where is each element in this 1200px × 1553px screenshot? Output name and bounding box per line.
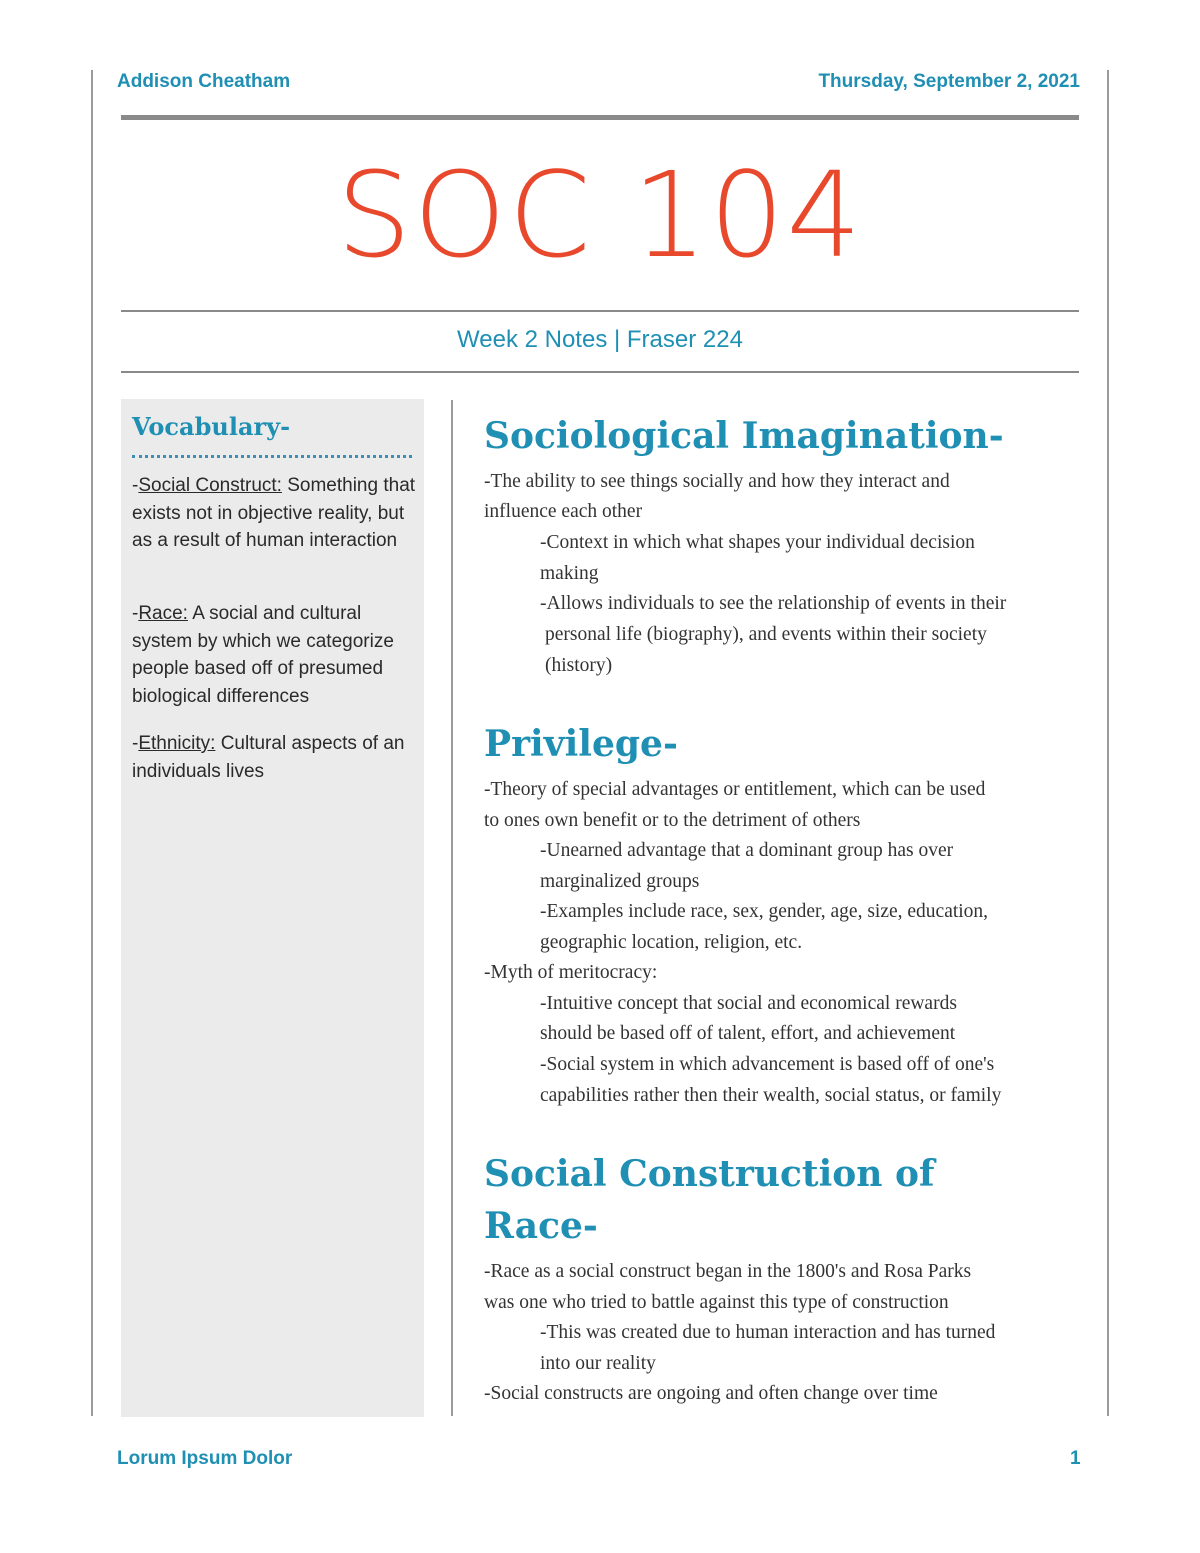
section-text-line: personal life (biography), and events within their society <box>545 624 987 645</box>
column-divider <box>451 400 453 1416</box>
subtitle: Week 2 Notes | Fraser 224 <box>457 326 743 353</box>
footer-text: Lorum Ipsum Dolor <box>117 1448 293 1469</box>
section-text-line: (history) <box>545 655 613 676</box>
vocab-definition: A social and cultural system by which we categorize people based off of presumed biological differences <box>132 603 394 707</box>
section-heading-privilege: Privilege- <box>484 723 678 765</box>
section-heading-sociological-imagination: Sociological Imagination- <box>484 415 1004 457</box>
section-text-line: -Race as a social construct began in the 1800's and Rosa Parks <box>484 1261 972 1282</box>
section-heading-race: Race- <box>484 1205 598 1247</box>
section-text-line: -Social system in which advancement is based off of one's <box>540 1054 995 1075</box>
section-text-line: -Allows individuals to see the relationship of events in their <box>540 593 1007 614</box>
header-rule <box>121 115 1079 120</box>
section-heading-social-construction: Social Construction of <box>484 1153 935 1195</box>
vocab-definition: Cultural aspects of an individuals lives <box>132 733 405 782</box>
vocab-item-social-construct: -Social Construct: Something that exists not in objective reality, but as a result of human interaction <box>132 475 416 551</box>
section-text-line: was one who tried to battle against this type of construction <box>484 1292 949 1313</box>
vocab-term: Social Construct: <box>138 475 282 496</box>
section-text-line: -Unearned advantage that a dominant group has over <box>540 840 954 861</box>
section-text-line: into our reality <box>540 1353 656 1374</box>
header-date: Thursday, September 2, 2021 <box>818 71 1080 92</box>
vocab-item-race: -Race: A social and cultural system by which we categorize people based off of presumed biological differences <box>132 603 394 707</box>
left-margin-line <box>91 70 93 1416</box>
section-text-line: -Myth of meritocracy: <box>484 962 658 983</box>
section-text-line: should be based off of talent, effort, and achievement <box>540 1023 956 1044</box>
subtitle-bottom-rule <box>121 371 1079 373</box>
section-text-line: marginalized groups <box>540 871 700 892</box>
vocabulary-heading: Vocabulary- <box>132 412 291 441</box>
section-text-line: to ones own benefit or to the detriment of others <box>484 810 861 831</box>
section-text-line: -This was created due to human interaction and has turned <box>540 1322 996 1343</box>
course-title: SOC 104 <box>336 146 864 284</box>
section-text-line: -Intuitive concept that social and economical rewards <box>540 993 957 1014</box>
vocab-definition: Something that exists not in objective reality, but as a result of human interaction <box>132 475 416 551</box>
vocabulary-divider <box>132 455 412 458</box>
section-text-line: -Theory of special advantages or entitlement, which can be used <box>484 779 986 800</box>
section-text-line: -The ability to see things socially and how they interact and <box>484 471 950 492</box>
section-text-line: capabilities rather then their wealth, social status, or family <box>540 1085 1002 1106</box>
section-text-line: geographic location, religion, etc. <box>540 932 803 953</box>
section-text-line: -Social constructs are ongoing and often change over time <box>484 1383 938 1404</box>
section-text-line: influence each other <box>484 501 643 522</box>
vocab-term: Race: <box>138 603 188 624</box>
author-name: Addison Cheatham <box>117 71 291 92</box>
section-text-line: making <box>540 563 599 584</box>
right-margin-line <box>1107 70 1109 1416</box>
subtitle-top-rule <box>121 310 1079 312</box>
page-number: 1 <box>1070 1448 1081 1469</box>
vocab-item-ethnicity: -Ethnicity: Cultural aspects of an individuals lives <box>132 733 405 782</box>
section-text-line: -Context in which what shapes your individual decision <box>540 532 975 553</box>
vocab-term: Ethnicity: <box>138 733 216 754</box>
section-text-line: -Examples include race, sex, gender, age, size, education, <box>540 901 989 922</box>
